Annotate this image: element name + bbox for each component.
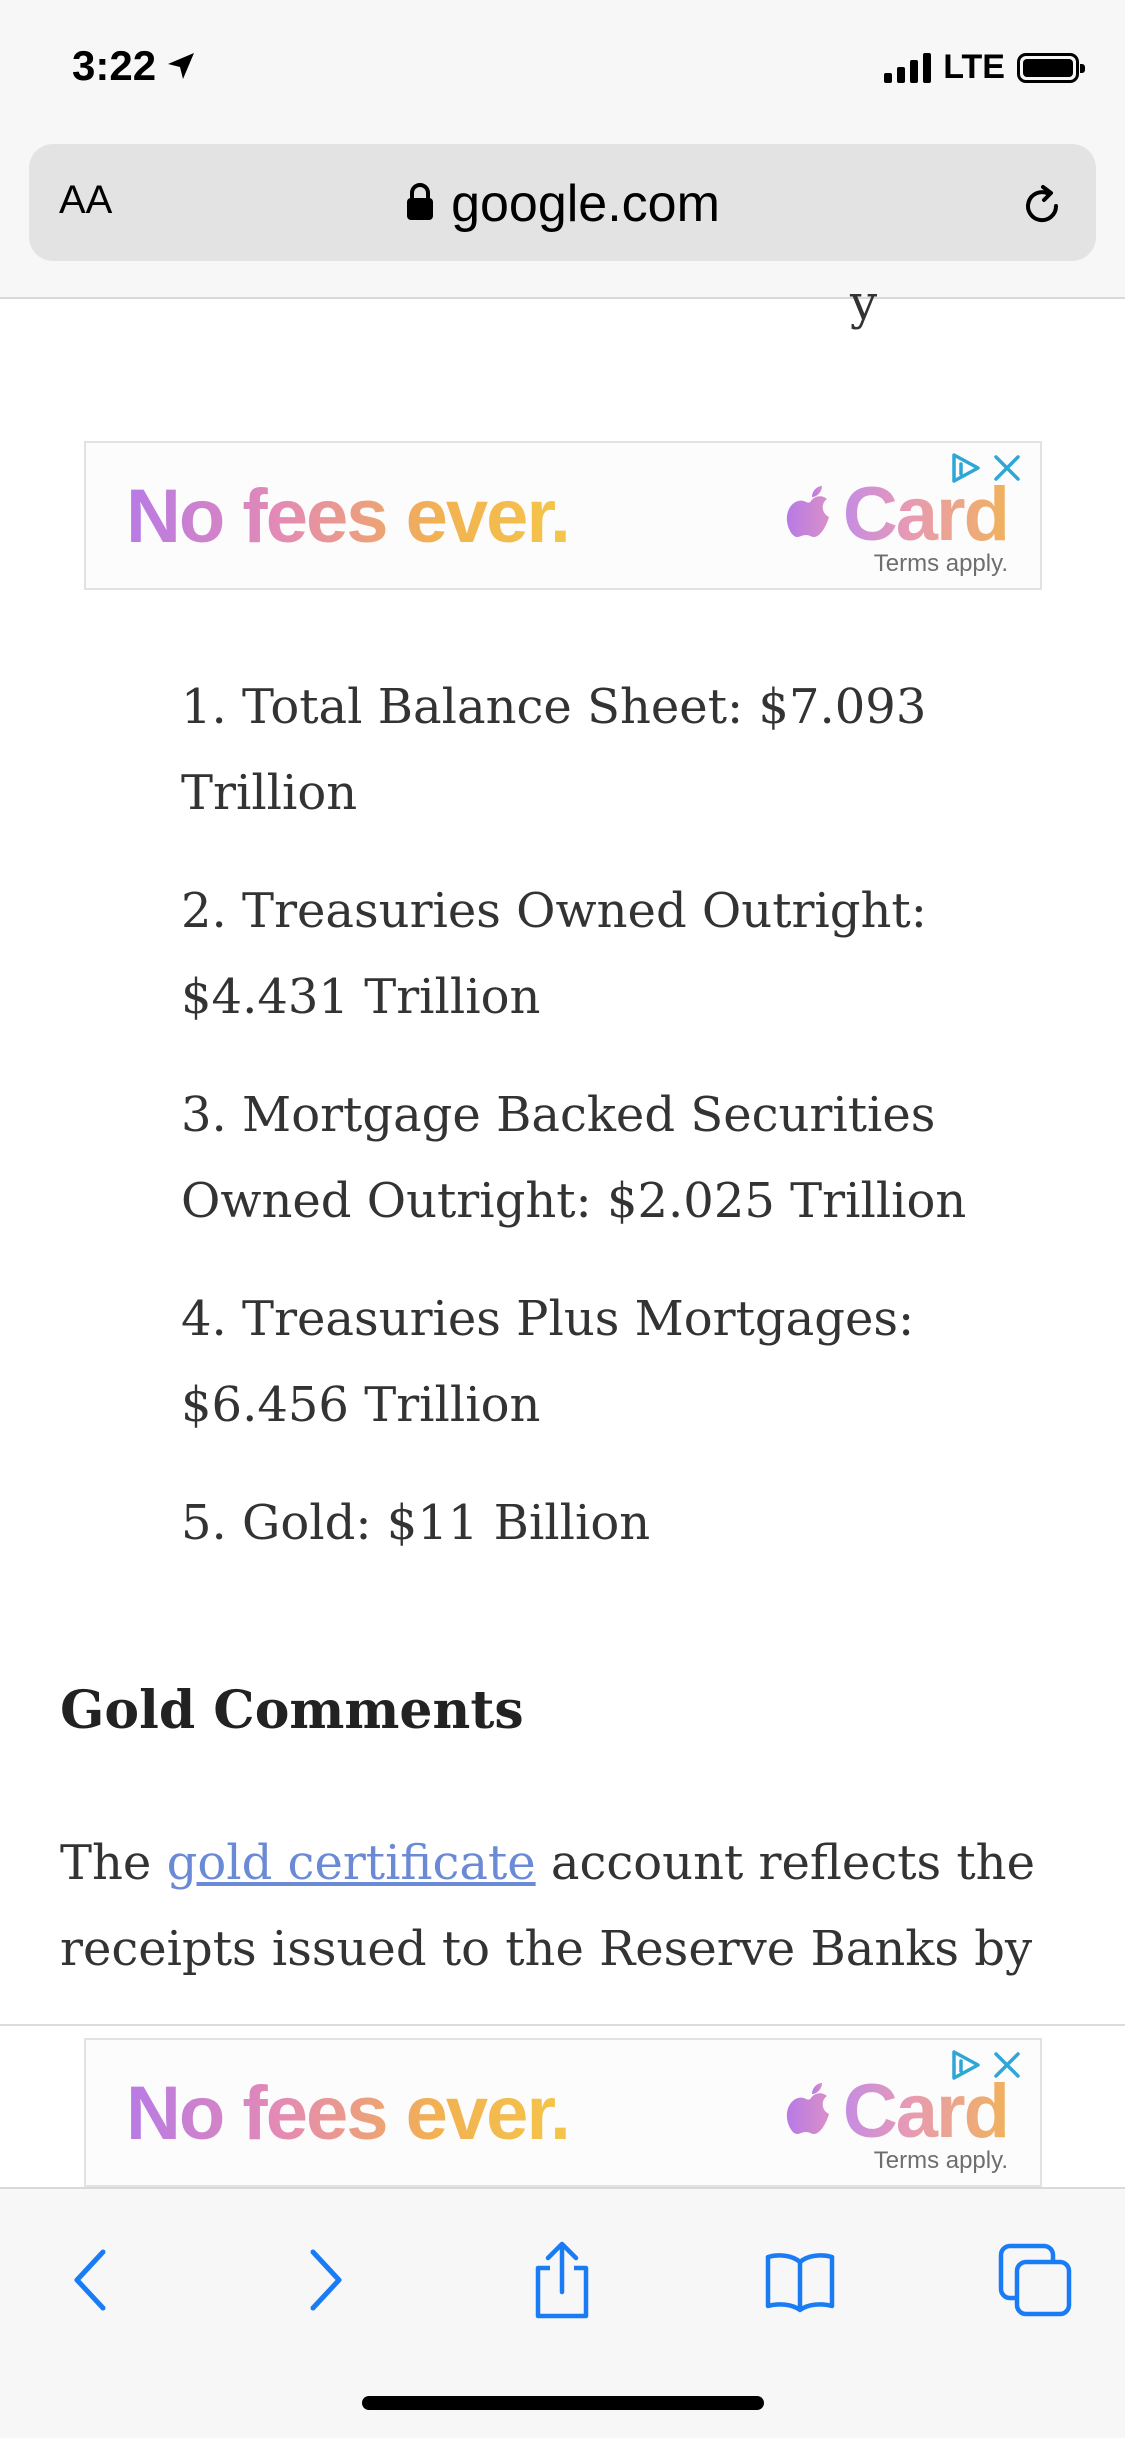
ad-controls (948, 2048, 1024, 2082)
top-ad-banner[interactable] (84, 441, 1042, 590)
share-button[interactable] (517, 2235, 607, 2325)
list-item: 2. Treasuries Owned Outright: $4.431 Trillion (181, 883, 927, 1025)
adchoices-icon[interactable] (948, 2048, 982, 2082)
list-item: 4. Treasuries Plus Mortgages: $6.456 Trillion (181, 1291, 915, 1433)
paragraph-text-start: The (60, 1835, 167, 1891)
ad-brand-name: Card (842, 2069, 1008, 2154)
ad-headline: No fees ever. (126, 2071, 569, 2156)
status-time (72, 42, 196, 90)
lock-icon (405, 182, 435, 222)
ad-terms: Terms apply. (873, 2147, 1008, 2174)
cellular-signal-icon (884, 53, 931, 83)
cutoff-text-fragment: y (850, 275, 878, 331)
article-paragraph (60, 1820, 1070, 1992)
forward-chevron-icon (305, 2248, 345, 2312)
apple-logo-icon (785, 2082, 837, 2142)
back-chevron-icon (71, 2248, 111, 2312)
tabs-icon (997, 2242, 1073, 2318)
bookmarks-book-icon (764, 2250, 836, 2310)
home-indicator[interactable] (362, 2396, 764, 2410)
share-icon (530, 2240, 594, 2320)
clock-text: 3:22 (72, 42, 157, 89)
gold-certificate-link[interactable]: gold certificate (166, 1835, 536, 1891)
apple-logo-icon (785, 485, 837, 545)
adchoices-icon[interactable] (948, 451, 982, 485)
ad-brand-name: Card (842, 472, 1008, 557)
battery-full-icon (1017, 53, 1079, 83)
ad-terms: Terms apply. (873, 550, 1008, 577)
network-type: LTE (943, 48, 1005, 86)
location-arrow-icon (166, 51, 196, 81)
section-heading: Gold Comments (60, 1680, 524, 1741)
bottom-ad-container (0, 2024, 1125, 2191)
url-text: google.com (451, 175, 720, 233)
list-item: 1. Total Balance Sheet: $7.093 Trillion (181, 679, 927, 821)
bottom-ad-banner[interactable] (84, 2038, 1042, 2187)
list-item: 3. Mortgage Backed Securities Owned Outright: $2.025 Trillion (181, 1087, 967, 1229)
forward-button[interactable] (280, 2235, 370, 2325)
bookmarks-button[interactable] (755, 2235, 845, 2325)
status-indicators (884, 48, 1079, 87)
tabs-button[interactable] (990, 2235, 1080, 2325)
url-display[interactable] (29, 174, 1096, 234)
paragraph-text-end: account reflects the receipts issued to the Reserve Banks by (60, 1835, 1035, 1977)
ad-close-icon[interactable] (990, 2048, 1024, 2082)
list-item: 5. Gold: $11 Billion (181, 1495, 651, 1551)
back-button[interactable] (46, 2235, 136, 2325)
browser-top-bar (0, 140, 1125, 299)
balance-sheet-list (181, 664, 1041, 1598)
reload-icon[interactable] (1018, 182, 1066, 230)
ad-close-icon[interactable] (990, 451, 1024, 485)
ad-controls (948, 451, 1024, 485)
text-size-button[interactable]: AA (59, 178, 113, 222)
ad-headline: No fees ever. (126, 474, 569, 559)
status-bar (0, 0, 1125, 140)
address-bar[interactable] (29, 144, 1096, 261)
